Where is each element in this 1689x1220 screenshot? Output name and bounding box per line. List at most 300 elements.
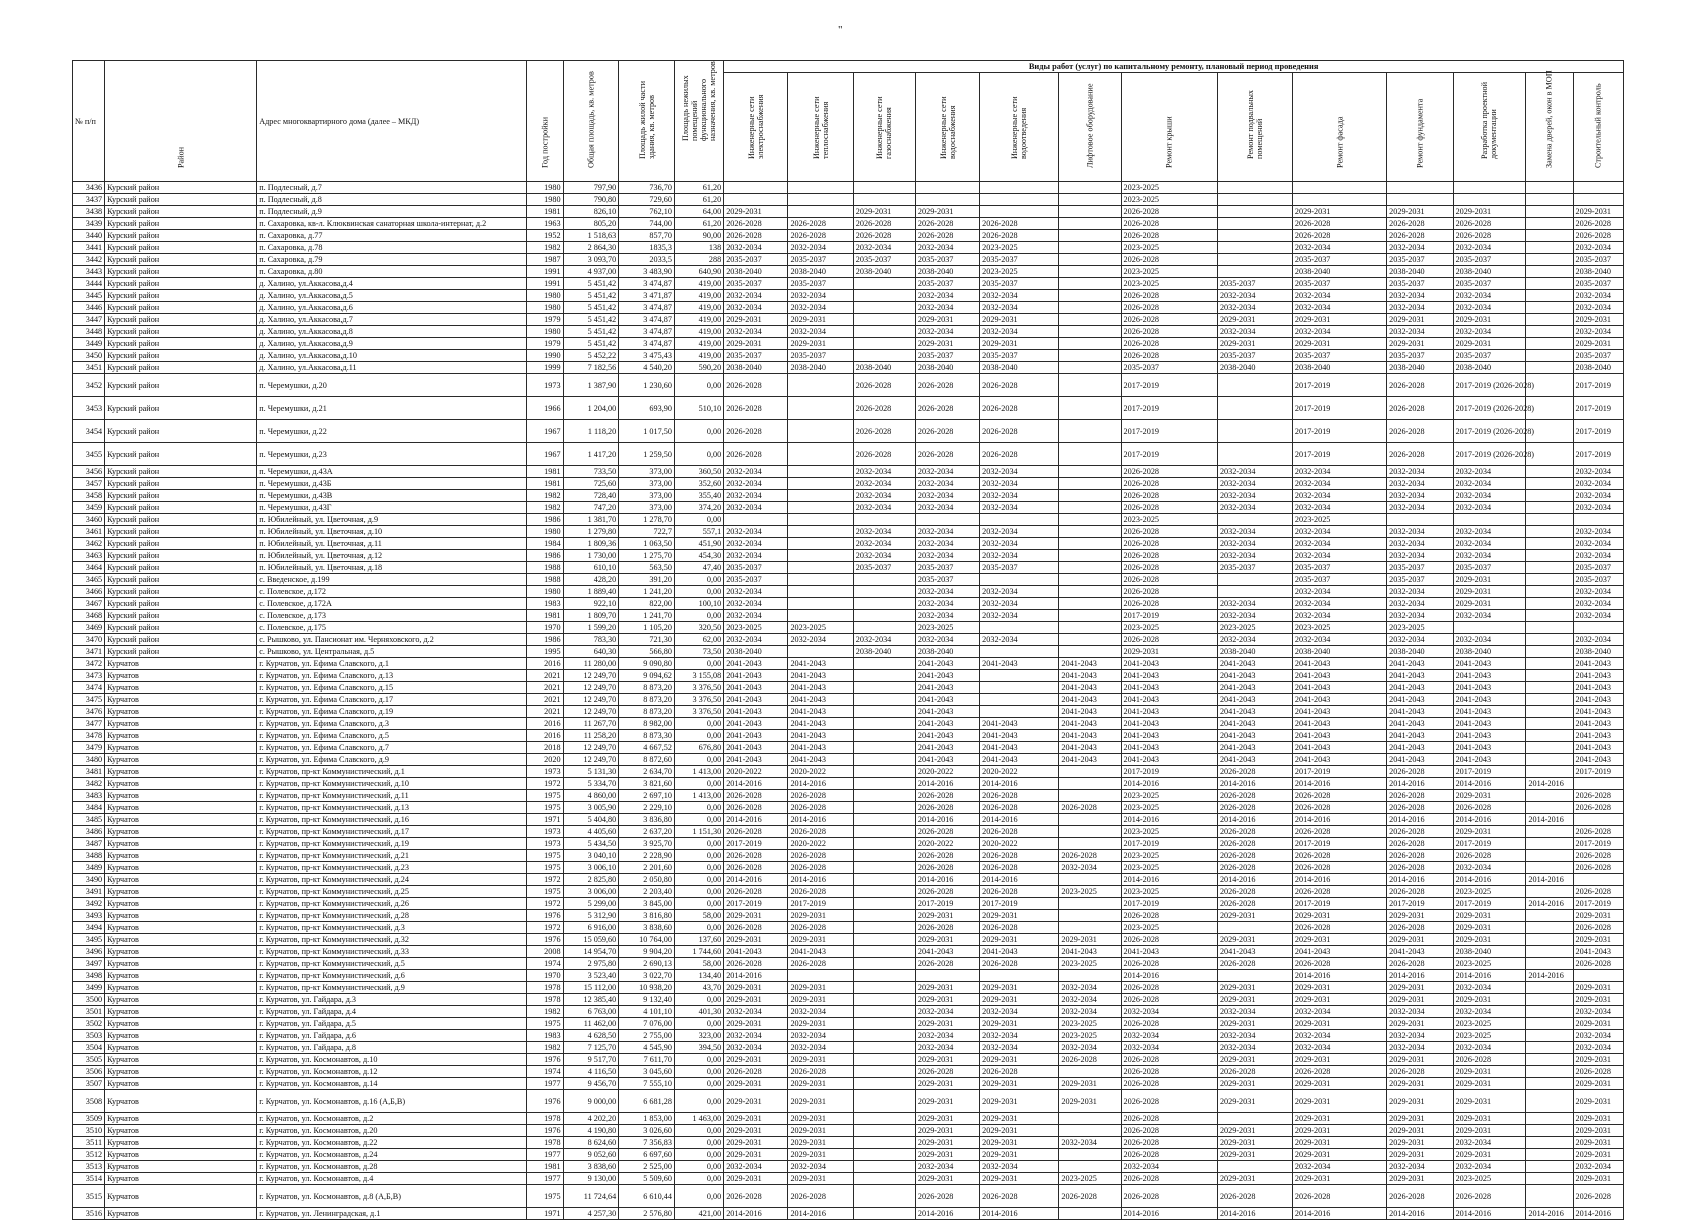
cell-work-period: 2032-2034 xyxy=(980,1030,1059,1042)
cell-district: Курский район xyxy=(105,466,257,478)
cell-work-period xyxy=(1059,374,1121,397)
cell-work-period: 2014-2016 xyxy=(1121,778,1217,790)
table-row xyxy=(73,646,1624,658)
cell-year: 1984 xyxy=(527,538,563,550)
table-row xyxy=(73,362,1624,374)
cell-area-total: 1 809,70 xyxy=(563,610,619,622)
cell-work-period: 2029-2031 xyxy=(980,314,1059,326)
cell-district: Курский район xyxy=(105,420,257,443)
cell-work-period: 2017-2019 xyxy=(1292,374,1386,397)
cell-work-period: 2035-2037 xyxy=(980,278,1059,290)
cell-district: Курский район xyxy=(105,574,257,586)
cell-area-living: 3 816,80 xyxy=(619,910,675,922)
cell-work-period xyxy=(853,574,915,586)
cell-district: Курчатов xyxy=(105,1149,257,1161)
cell-work-period: 2029-2031 xyxy=(915,1125,979,1137)
cell-work-period: 2029-2031 xyxy=(1059,1078,1121,1090)
cell-area-total: 3 838,60 xyxy=(563,1161,619,1173)
cell-area-living: 3 475,43 xyxy=(619,350,675,362)
cell-work-period: 2032-2034 xyxy=(1573,1161,1623,1173)
cell-work-period xyxy=(915,182,979,194)
cell-area-nonliving: 1 744,60 xyxy=(674,946,723,958)
cell-work-period: 2026-2028 xyxy=(724,862,788,874)
table-row xyxy=(73,490,1624,502)
cell-work-period: 2014-2016 xyxy=(1453,970,1526,982)
table-row xyxy=(73,466,1624,478)
cell-work-period: 2014-2016 xyxy=(788,1208,853,1220)
cell-work-period: 2014-2016 xyxy=(1387,778,1453,790)
cell-work-period: 2032-2034 xyxy=(788,1030,853,1042)
cell-area-living: 722,7 xyxy=(619,526,675,538)
cell-num: 3510 xyxy=(73,1125,105,1137)
cell-work-period xyxy=(1526,338,1573,350)
cell-work-period xyxy=(1526,826,1573,838)
table-row xyxy=(73,874,1624,886)
cell-area-nonliving: 58,00 xyxy=(674,910,723,922)
cell-area-total: 5 451,42 xyxy=(563,314,619,326)
cell-district: Курский район xyxy=(105,586,257,598)
cell-work-period: 2032-2034 xyxy=(1217,478,1292,490)
cell-work-period: 2023-2025 xyxy=(724,622,788,634)
cell-work-period: 2029-2031 xyxy=(1573,1125,1623,1137)
cell-work-period: 2017-2019 xyxy=(1292,838,1386,850)
cell-work-period: 2038-2040 xyxy=(1387,646,1453,658)
cell-address: г. Курчатов, пр-кт Коммунистический, д.24 xyxy=(257,874,527,886)
cell-work-period: 2023-2025 xyxy=(1121,850,1217,862)
cell-work-period xyxy=(1387,182,1453,194)
cell-area-nonliving: 0,00 xyxy=(674,802,723,814)
cell-work-period: 2014-2016 xyxy=(980,874,1059,886)
cell-work-period: 2041-2043 xyxy=(724,658,788,670)
cell-work-period: 2032-2034 xyxy=(1453,1042,1526,1054)
cell-work-period xyxy=(1059,254,1121,266)
cell-work-period xyxy=(853,1173,915,1185)
cell-work-period: 2026-2028 xyxy=(1573,790,1623,802)
cell-work-period: 2032-2034 xyxy=(1292,1161,1386,1173)
cell-work-period: 2026-2028 xyxy=(1292,230,1386,242)
cell-work-period: 2038-2040 xyxy=(853,646,915,658)
cell-work-period: 2014-2016 xyxy=(788,778,853,790)
cell-work-period xyxy=(1526,1113,1573,1125)
cell-work-period: 2041-2043 xyxy=(724,730,788,742)
cell-work-period: 2029-2031 xyxy=(724,1078,788,1090)
cell-work-period xyxy=(1217,922,1292,934)
cell-work-period: 2029-2031 xyxy=(1453,574,1526,586)
cell-work-period xyxy=(1526,1054,1573,1066)
cell-work-period xyxy=(980,206,1059,218)
cell-work-period xyxy=(1217,574,1292,586)
cell-work-period: 2026-2028 xyxy=(1121,502,1217,514)
cell-year: 1980 xyxy=(527,194,563,206)
cell-work-period: 2029-2031 xyxy=(1573,1018,1623,1030)
cell-year: 1975 xyxy=(527,886,563,898)
cell-address: п. Подлесный, д.9 xyxy=(257,206,527,218)
table-row xyxy=(73,958,1624,970)
cell-work-period: 2041-2043 xyxy=(1573,742,1623,754)
cell-work-period: 2032-2034 xyxy=(980,1042,1059,1054)
cell-num: 3451 xyxy=(73,362,105,374)
cell-work-period: 2026-2028 xyxy=(853,420,915,443)
cell-year: 1981 xyxy=(527,478,563,490)
cell-work-period: 2029-2031 xyxy=(1453,1149,1526,1161)
cell-work-period: 2041-2043 xyxy=(915,730,979,742)
cell-area-total: 12 249,70 xyxy=(563,706,619,718)
table-row xyxy=(73,502,1624,514)
cell-address: г. Курчатов, ул. Космонавтов, д.16 (А,Б,В) xyxy=(257,1090,527,1113)
cell-work-period: 2029-2031 xyxy=(980,910,1059,922)
cell-work-period: 2029-2031 xyxy=(1292,1113,1386,1125)
cell-area-total: 1 204,00 xyxy=(563,397,619,420)
cell-work-period: 2029-2031 xyxy=(788,994,853,1006)
col-header-work: Инженерные сети водоотведения xyxy=(980,73,1059,182)
cell-work-period xyxy=(1573,874,1623,886)
cell-work-period: 2026-2028 xyxy=(980,420,1059,443)
cell-district: Курчатов xyxy=(105,1173,257,1185)
cell-work-period: 2041-2043 xyxy=(915,718,979,730)
cell-work-period: 2041-2043 xyxy=(724,754,788,766)
cell-work-period: 2041-2043 xyxy=(980,754,1059,766)
cell-year: 1975 xyxy=(527,862,563,874)
cell-work-period: 2026-2028 xyxy=(1121,1185,1217,1208)
table-row xyxy=(73,838,1624,850)
cell-work-period xyxy=(1526,490,1573,502)
table-row xyxy=(73,814,1624,826)
cell-area-nonliving: 1 413,00 xyxy=(674,790,723,802)
cell-area-total: 12 249,70 xyxy=(563,694,619,706)
cell-work-period: 2035-2037 xyxy=(915,562,979,574)
cell-district: Курский район xyxy=(105,326,257,338)
col-header-work: Инженерные сети теплоснабжения xyxy=(788,73,853,182)
cell-work-period: 2041-2043 xyxy=(1573,946,1623,958)
cell-num: 3442 xyxy=(73,254,105,266)
cell-work-period: 2032-2034 xyxy=(980,1161,1059,1173)
col-header-work: Ремонт крыши xyxy=(1121,73,1217,182)
cell-work-period: 2041-2043 xyxy=(1292,742,1386,754)
cell-work-period xyxy=(853,982,915,994)
cell-area-total: 9 000,00 xyxy=(563,1090,619,1113)
cell-work-period: 2017-2019 xyxy=(1387,898,1453,910)
cell-area-nonliving: 352,60 xyxy=(674,478,723,490)
cell-work-period: 2032-2034 xyxy=(980,302,1059,314)
table-row xyxy=(73,1090,1624,1113)
cell-work-period: 2035-2037 xyxy=(724,278,788,290)
cell-year: 1986 xyxy=(527,550,563,562)
cell-work-period: 2038-2040 xyxy=(1292,646,1386,658)
cell-work-period: 2026-2028 xyxy=(1121,254,1217,266)
table-row xyxy=(73,1018,1624,1030)
cell-year: 1973 xyxy=(527,374,563,397)
cell-work-period xyxy=(1526,574,1573,586)
cell-work-period: 2041-2043 xyxy=(915,946,979,958)
cell-work-period xyxy=(1526,754,1573,766)
cell-work-period: 2014-2016 xyxy=(980,814,1059,826)
cell-num: 3498 xyxy=(73,970,105,982)
cell-num: 3507 xyxy=(73,1078,105,1090)
cell-num: 3450 xyxy=(73,350,105,362)
cell-work-period: 2035-2037 xyxy=(853,562,915,574)
cell-area-living: 2 576,80 xyxy=(619,1208,675,1220)
cell-area-living: 857,70 xyxy=(619,230,675,242)
cell-work-period: 2029-2031 xyxy=(1387,338,1453,350)
cell-address: г. Курчатов, ул. Ефима Славского, д.17 xyxy=(257,694,527,706)
cell-work-period xyxy=(1526,790,1573,802)
cell-num: 3475 xyxy=(73,694,105,706)
cell-work-period xyxy=(853,514,915,526)
cell-area-living: 1 063,50 xyxy=(619,538,675,550)
cell-work-period: 2032-2034 xyxy=(1573,478,1623,490)
cell-work-period: 2035-2037 xyxy=(1573,278,1623,290)
cell-work-period: 2026-2028 xyxy=(1217,958,1292,970)
cell-work-period xyxy=(1059,266,1121,278)
cell-address: д. Халино, ул.Аккасова,д.7 xyxy=(257,314,527,326)
cell-district: Курчатов xyxy=(105,958,257,970)
table-row xyxy=(73,706,1624,718)
cell-work-period xyxy=(724,182,788,194)
cell-district: Курчатов xyxy=(105,730,257,742)
cell-work-period: 2029-2031 xyxy=(1059,1090,1121,1113)
cell-work-period xyxy=(1059,646,1121,658)
cell-work-period: 2038-2040 xyxy=(1573,362,1623,374)
cell-work-period: 2032-2034 xyxy=(1217,1006,1292,1018)
cell-work-period xyxy=(1526,598,1573,610)
cell-work-period: 2029-2031 xyxy=(1292,338,1386,350)
table-row xyxy=(73,586,1624,598)
cell-district: Курский район xyxy=(105,374,257,397)
cell-work-period: 2014-2016 xyxy=(1387,814,1453,826)
cell-work-period: 2035-2037 xyxy=(788,254,853,266)
cell-num: 3501 xyxy=(73,1006,105,1018)
cell-num: 3453 xyxy=(73,397,105,420)
cell-district: Курский район xyxy=(105,550,257,562)
cell-work-period: 2017-2019 xyxy=(1453,898,1526,910)
cell-work-period: 2032-2034 xyxy=(1121,1161,1217,1173)
cell-work-period: 2032-2034 xyxy=(1292,242,1386,254)
cell-work-period xyxy=(1526,562,1573,574)
cell-work-period: 2032-2034 xyxy=(724,550,788,562)
cell-work-period: 2029-2031 xyxy=(1387,1149,1453,1161)
cell-work-period: 2014-2016 xyxy=(724,778,788,790)
cell-district: Курский район xyxy=(105,538,257,550)
cell-work-period xyxy=(1059,326,1121,338)
cell-work-period: 2032-2034 xyxy=(915,290,979,302)
cell-area-nonliving: 0,00 xyxy=(674,898,723,910)
cell-work-period: 2029-2031 xyxy=(724,1018,788,1030)
cell-work-period: 2017-2019 xyxy=(1573,420,1623,443)
cell-year: 2016 xyxy=(527,658,563,670)
cell-work-period xyxy=(1526,934,1573,946)
cell-work-period xyxy=(1526,946,1573,958)
cell-work-period: 2026-2028 xyxy=(1387,802,1453,814)
cell-district: Курский район xyxy=(105,478,257,490)
cell-work-period: 2014-2016 xyxy=(1292,1208,1386,1220)
cell-work-period: 2026-2028 xyxy=(980,862,1059,874)
cell-year: 1978 xyxy=(527,1113,563,1125)
cell-work-period: 2029-2031 xyxy=(1573,1137,1623,1149)
cell-area-nonliving: 0,00 xyxy=(674,1125,723,1137)
cell-address: д. Халино, ул.Аккасова,д.9 xyxy=(257,338,527,350)
cell-work-period: 2029-2031 xyxy=(1217,994,1292,1006)
cell-work-period xyxy=(1526,1125,1573,1137)
table-row xyxy=(73,718,1624,730)
cell-work-period: 2032-2034 xyxy=(853,634,915,646)
cell-area-nonliving: 58,00 xyxy=(674,958,723,970)
cell-work-period: 2029-2031 xyxy=(788,338,853,350)
cell-work-period xyxy=(1059,362,1121,374)
cell-work-period xyxy=(1059,218,1121,230)
cell-work-period: 2026-2028 xyxy=(788,862,853,874)
cell-work-period: 2041-2043 xyxy=(1453,694,1526,706)
cell-work-period: 2026-2028 xyxy=(1292,1185,1386,1208)
cell-work-period: 2029-2031 xyxy=(1453,826,1526,838)
cell-work-period xyxy=(980,182,1059,194)
cell-address: г. Курчатов, ул. Ефима Славского, д.3 xyxy=(257,718,527,730)
cell-work-period: 2017-2019 xyxy=(1121,610,1217,622)
cell-work-period xyxy=(1059,622,1121,634)
cell-work-period xyxy=(853,1066,915,1078)
cell-area-nonliving: 1 463,00 xyxy=(674,1113,723,1125)
cell-work-period: 2041-2043 xyxy=(1573,718,1623,730)
cell-work-period xyxy=(788,598,853,610)
cell-work-period: 2026-2028 xyxy=(788,886,853,898)
cell-address: п. Подлесный, д.7 xyxy=(257,182,527,194)
cell-address: п. Черемушки, д.43В xyxy=(257,490,527,502)
cell-work-period: 2026-2028 xyxy=(1387,850,1453,862)
cell-address: г. Курчатов, ул. Ефима Славского, д.7 xyxy=(257,742,527,754)
cell-district: Курчатов xyxy=(105,1208,257,1220)
cell-work-period: 2023-2025 xyxy=(1059,886,1121,898)
cell-work-period: 2026-2028 xyxy=(724,958,788,970)
cell-work-period: 2029-2031 xyxy=(724,1173,788,1185)
cell-work-period xyxy=(853,730,915,742)
cell-work-period: 2029-2031 xyxy=(915,1149,979,1161)
cell-work-period: 2038-2040 xyxy=(1292,266,1386,278)
cell-work-period: 2032-2034 xyxy=(1217,598,1292,610)
cell-district: Курский район xyxy=(105,242,257,254)
cell-work-period: 2041-2043 xyxy=(1573,658,1623,670)
cell-work-period xyxy=(1217,182,1292,194)
cell-work-period: 2032-2034 xyxy=(980,598,1059,610)
cell-work-period: 2026-2028 xyxy=(1387,958,1453,970)
cell-work-period xyxy=(724,194,788,206)
cell-work-period: 2035-2037 xyxy=(1387,562,1453,574)
cell-work-period: 2032-2034 xyxy=(915,550,979,562)
cell-area-nonliving: 0,00 xyxy=(674,778,723,790)
cell-year: 1976 xyxy=(527,1125,563,1137)
cell-work-period: 2026-2028 xyxy=(1387,862,1453,874)
cell-area-nonliving: 73,50 xyxy=(674,646,723,658)
cell-area-total: 1 387,90 xyxy=(563,374,619,397)
cell-work-period: 2032-2034 xyxy=(1573,290,1623,302)
cell-work-period: 2017-2019 xyxy=(724,838,788,850)
cell-work-period xyxy=(1059,1208,1121,1220)
cell-district: Курчатов xyxy=(105,922,257,934)
cell-address: г. Курчатов, ул. Космонавтов, д.8 (А,Б,В) xyxy=(257,1185,527,1208)
cell-area-nonliving: 0,00 xyxy=(674,994,723,1006)
cell-work-period: 2032-2034 xyxy=(724,290,788,302)
cell-work-period: 2026-2028 xyxy=(915,230,979,242)
cell-work-period: 2029-2031 xyxy=(1573,994,1623,1006)
cell-work-period: 2029-2031 xyxy=(1292,1018,1386,1030)
cell-district: Курчатов xyxy=(105,766,257,778)
cell-area-total: 4 405,60 xyxy=(563,826,619,838)
table-row xyxy=(73,898,1624,910)
cell-work-period xyxy=(788,574,853,586)
cell-area-living: 3 022,70 xyxy=(619,970,675,982)
cell-work-period: 2026-2028 xyxy=(980,790,1059,802)
cell-address: г. Курчатов, пр-кт Коммунистический, д.23 xyxy=(257,862,527,874)
cell-num: 3499 xyxy=(73,982,105,994)
cell-district: Курский район xyxy=(105,194,257,206)
cell-work-period: 2014-2016 xyxy=(1526,970,1573,982)
cell-year: 1973 xyxy=(527,826,563,838)
cell-work-period: 2029-2031 xyxy=(1387,1113,1453,1125)
cell-work-period: 2029-2031 xyxy=(1453,1090,1526,1113)
cell-area-total: 11 267,70 xyxy=(563,718,619,730)
cell-area-total: 2 975,80 xyxy=(563,958,619,970)
cell-year: 1966 xyxy=(527,397,563,420)
cell-work-period: 2026-2028 xyxy=(915,420,979,443)
cell-area-living: 2 203,40 xyxy=(619,886,675,898)
cell-work-period: 2029-2031 xyxy=(1217,1078,1292,1090)
cell-area-total: 15 112,00 xyxy=(563,982,619,994)
cell-work-period: 2029-2031 xyxy=(1453,1113,1526,1125)
cell-work-period xyxy=(853,1078,915,1090)
cell-work-period: 2041-2043 xyxy=(1217,754,1292,766)
cell-work-period: 2029-2031 xyxy=(1217,1090,1292,1113)
cell-num: 3494 xyxy=(73,922,105,934)
cell-work-period: 2041-2043 xyxy=(980,730,1059,742)
cell-work-period: 2032-2034 xyxy=(915,634,979,646)
cell-work-period xyxy=(788,374,853,397)
cell-work-period xyxy=(1059,634,1121,646)
cell-work-period: 2026-2028 xyxy=(1121,1066,1217,1078)
cell-area-total: 12 249,70 xyxy=(563,754,619,766)
cell-work-period: 2041-2043 xyxy=(1217,658,1292,670)
cell-area-living: 3 925,70 xyxy=(619,838,675,850)
cell-work-period xyxy=(1059,490,1121,502)
cell-year: 2021 xyxy=(527,706,563,718)
cell-work-period xyxy=(980,682,1059,694)
cell-work-period: 2014-2016 xyxy=(1453,814,1526,826)
cell-area-total: 6 763,00 xyxy=(563,1006,619,1018)
cell-work-period: 2023-2025 xyxy=(980,266,1059,278)
cell-num: 3502 xyxy=(73,1018,105,1030)
cell-num: 3481 xyxy=(73,766,105,778)
table-row xyxy=(73,290,1624,302)
cell-area-living: 744,00 xyxy=(619,218,675,230)
cell-work-period xyxy=(1059,538,1121,550)
cell-work-period xyxy=(853,790,915,802)
cell-work-period: 2032-2034 xyxy=(915,1006,979,1018)
cell-work-period: 2038-2040 xyxy=(724,362,788,374)
cell-work-period: 2041-2043 xyxy=(1217,718,1292,730)
cell-work-period: 2026-2028 xyxy=(1292,218,1386,230)
cell-work-period: 2020-2022 xyxy=(980,838,1059,850)
table-row xyxy=(73,790,1624,802)
cell-area-living: 729,60 xyxy=(619,194,675,206)
cell-work-period: 2032-2034 xyxy=(1292,610,1386,622)
cell-work-period: 2032-2034 xyxy=(1387,1161,1453,1173)
cell-area-nonliving: 510,10 xyxy=(674,397,723,420)
col-header-year: Год постройки xyxy=(527,61,563,182)
cell-district: Курчатов xyxy=(105,862,257,874)
cell-address: г. Курчатов, пр-кт Коммунистический, д.33 xyxy=(257,946,527,958)
cell-work-period: 2032-2034 xyxy=(1292,502,1386,514)
cell-work-period: 2032-2034 xyxy=(788,634,853,646)
cell-work-period xyxy=(1526,242,1573,254)
cell-work-period xyxy=(853,278,915,290)
cell-work-period: 2026-2028 xyxy=(1387,1185,1453,1208)
